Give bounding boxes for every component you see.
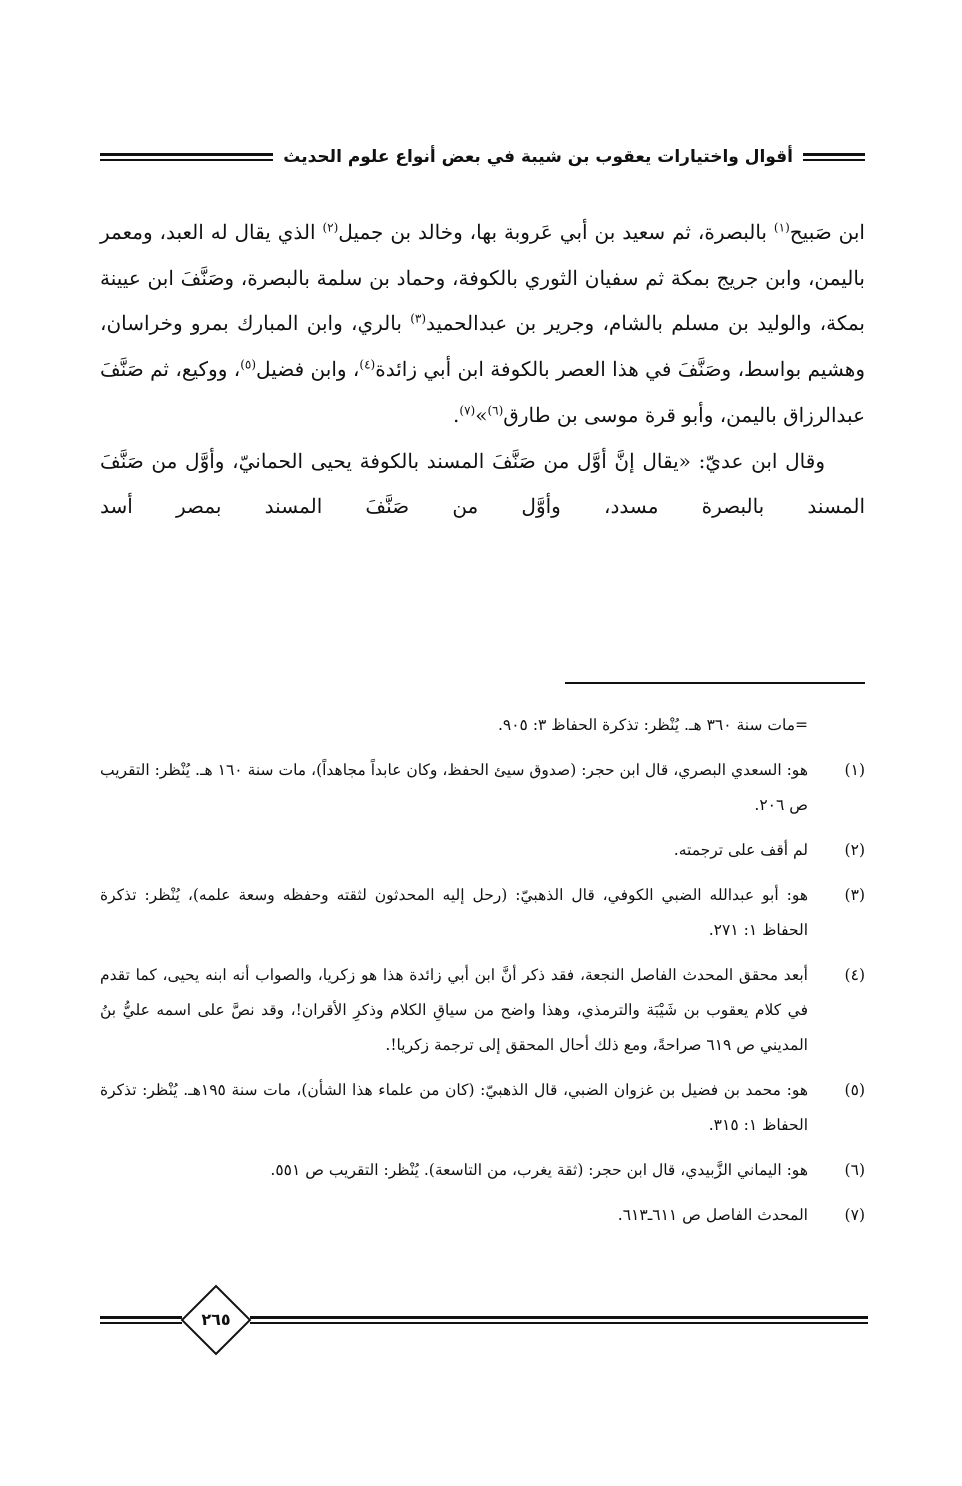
- text-span: ابن صَبيح: [789, 220, 865, 244]
- text-span: .: [453, 402, 460, 427]
- footnote-ref-1[interactable]: (١): [773, 220, 790, 235]
- page-number: ٢٦٥: [201, 1310, 231, 1329]
- footnote-2: [100, 833, 865, 868]
- footnote-ref-5[interactable]: (٥): [240, 357, 257, 372]
- text-span: بالري، وابن المبارك بمرو وخراسان، وهشيم بواسط، وصَنَّفَ في هذا العصر بالكوفة ابن أبي زائدة: [100, 311, 866, 382]
- footnote-ref-6[interactable]: (٦): [487, 403, 504, 418]
- footnote-text: هو: محمد بن فضيل بن غزوان الضبي، قال الذهبيّ: (كان من علماء هذا الشأن)، مات سنة ١٩٥هـ. يُنْظر: تذكرة الحفاظ ١: ٣١٥.: [100, 1081, 809, 1134]
- text-span: ، وابن فضيل: [256, 357, 360, 382]
- footnote-4: [100, 958, 865, 1063]
- footnote-text: المحدث الفاصل ص ٦١١ـ٦١٣.: [617, 1206, 808, 1224]
- page-footer: [100, 1296, 868, 1366]
- footnote-number: (٦): [844, 1161, 865, 1179]
- footnote-1: [100, 753, 865, 823]
- footnote-number: (٣): [844, 886, 865, 904]
- footnote-number: (٥): [844, 1081, 865, 1099]
- footnote-6: [100, 1153, 865, 1188]
- paragraph-2: وقال ابن عديّ: «يقال إنَّ أوَّل من صَنَّفَ المسند بالكوفة يحيى الحمانيّ، وأوَّل من صَنَّفَ المسند بالبصرة مسدد، وأوَّل من صَنَّفَ المسند بمصر أسد: [100, 448, 865, 519]
- running-header: [100, 140, 865, 174]
- footnote-text: لم أقف على ترجمته.: [673, 841, 808, 859]
- footnote-number: (٤): [844, 966, 865, 984]
- footer-rule-right: [250, 1316, 868, 1324]
- text-span: »: [475, 402, 488, 427]
- running-header-title: أقوال واختيارات يعقوب بن شيبة في بعض أنواع علوم الحديث: [283, 147, 793, 167]
- text-span: ، ووكيع، ثم صَنَّفَ عبدالرزاق باليمن، وأبو قرة موسى بن طارق: [100, 357, 865, 427]
- footnote-number: (٧): [844, 1206, 865, 1224]
- footnote-ref-4[interactable]: (٤): [359, 357, 376, 372]
- footnote-ref-7[interactable]: (٧): [459, 403, 476, 418]
- footnote-continuation: =مات سنة ٣٦٠ هـ. يُنْظر: تذكرة الحفاظ ٣: ٩٠٥.: [497, 716, 808, 734]
- header-rule-left: [100, 153, 273, 161]
- footnote-number: (٢): [844, 841, 865, 859]
- footer-rule-left: [100, 1316, 182, 1324]
- footnote-text: هو: السعدي البصري، قال ابن حجر: (صدوق سيئ الحفظ، وكان عابداً مجاهداً)، مات سنة ١٦٠ هـ. يُنْظر: التقريب ص ٢٠٦.: [100, 761, 808, 814]
- footnote-ref-3[interactable]: (٣): [410, 311, 427, 326]
- footnote-separator: [565, 682, 865, 684]
- paragraph-1: [100, 210, 865, 439]
- footnote-5: [100, 1073, 865, 1143]
- footnotes: [100, 708, 865, 1243]
- footnote-text: هو: اليماني الزَّبيدي، قال ابن حجر: (ثقة يغرب، من التاسعة). يُنْظر: التقريب ص ٥٥١.: [270, 1161, 808, 1179]
- text-span: بالبصرة، ثم سعيد بن أبي عَروبة بها، وخالد بن جميل: [338, 220, 774, 244]
- footnote-7: [100, 1198, 865, 1233]
- header-rule-right: [803, 153, 865, 161]
- text-span: الذي يقال له العبد، ومعمر باليمن، وابن جريج بمكة ثم سفيان الثوري بالكوفة، وحماد بن سلمة بالبصرة، وصَنَّفَ ابن عيينة بمكة، والوليد بن مسلم بالشام، وجرير بن عبدالحميد: [100, 220, 865, 336]
- main-text: [100, 210, 865, 530]
- footnote-3: [100, 878, 865, 948]
- footnote-ref-2[interactable]: (٢): [322, 220, 339, 235]
- footnote-text: هو: أبو عبدالله الضبي الكوفي، قال الذهبيّ: (رحل إليه المحدثون لثقته وحفظه وسعة علمه)، يُنْظر: تذكرة الحفاظ ١: ٢٧١.: [100, 886, 808, 939]
- footnote-number: (١): [844, 761, 865, 779]
- footnote-text: أبعد محقق المحدث الفاصل النجعة، فقد ذكر أنَّ ابن أبي زائدة هذا هو زكريا، والصواب أنه ابنه يحيى، كما تقدم في كلام يعقوب بن شَيْبَة والترمذي، وهذا واضح من سياقِ الكلام وذكرِ الأقران!، وقد نصَّ على اسمه عليُّ بنُ المديني ص ٦١٩ صراحةً، ومع ذلك أحال المحقق إلى ترجمة زكريا!.: [100, 966, 808, 1054]
